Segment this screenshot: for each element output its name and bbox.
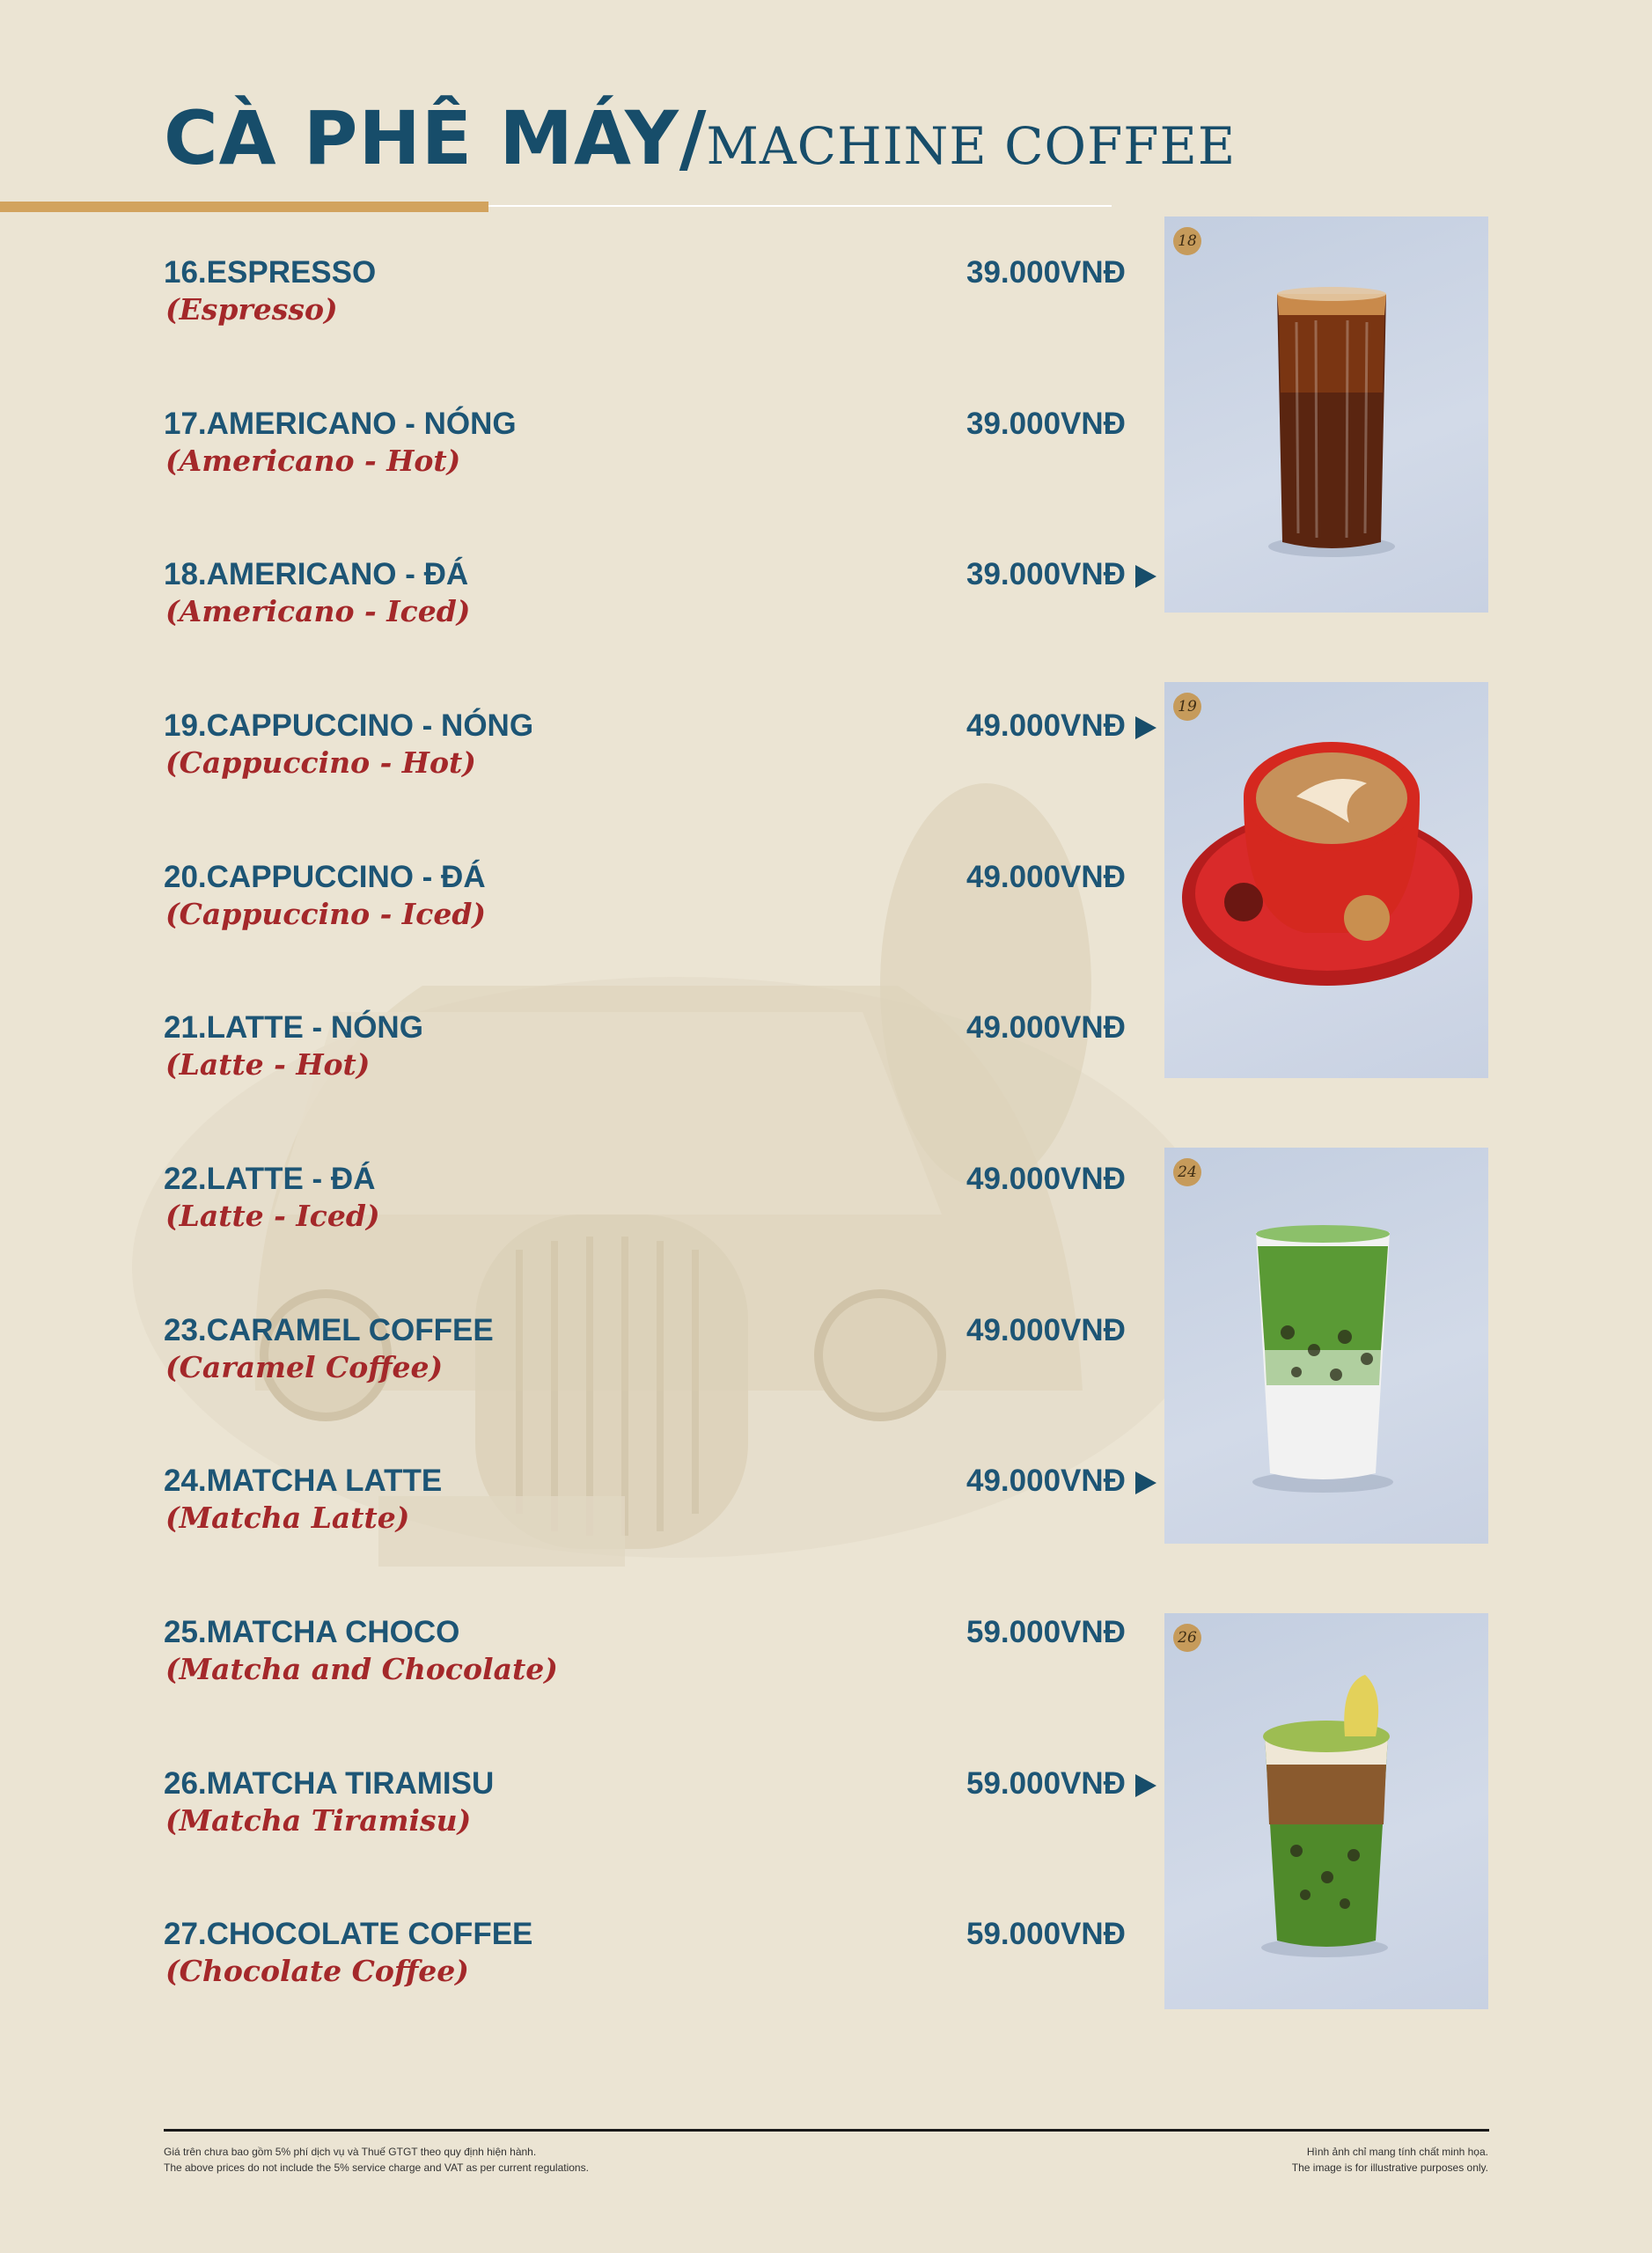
item-name: 23.CARAMEL COFFEE bbox=[164, 1313, 494, 1347]
footer-image-note-en: The image is for illustrative purposes only. bbox=[1291, 2161, 1488, 2174]
item-name: 20.CAPPUCCINO - ĐÁ bbox=[164, 860, 486, 894]
item-english-name: (Cappuccino - Hot) bbox=[165, 745, 476, 780]
item-price: 59.000VNĐ bbox=[966, 1917, 1126, 1951]
item-price: 49.000VNĐ bbox=[966, 860, 1126, 894]
item-name: 19.CAPPUCCINO - NÓNG bbox=[164, 708, 534, 743]
menu-item bbox=[164, 1615, 1158, 1703]
play-arrow-icon bbox=[1135, 1471, 1156, 1494]
cappuccino-cup-icon bbox=[1164, 682, 1488, 1078]
item-price: 49.000VNĐ bbox=[966, 1313, 1126, 1347]
iced-americano-glass-icon bbox=[1164, 216, 1488, 613]
menu-item bbox=[164, 255, 1158, 343]
footer-image-note bbox=[1292, 2144, 1488, 2176]
footer-image-note-vn: Hình ảnh chỉ mang tính chất minh họa. bbox=[1306, 2146, 1488, 2158]
menu-item bbox=[164, 860, 1158, 948]
item-english-name: (Matcha Latte) bbox=[165, 1501, 410, 1535]
item-english-name: (Chocolate Coffee) bbox=[165, 1954, 469, 1988]
page-title bbox=[164, 95, 1236, 181]
footer-price-note bbox=[164, 2144, 589, 2176]
item-english-name: (Matcha and Chocolate) bbox=[165, 1652, 558, 1686]
item-english-name: (Matcha Tiramisu) bbox=[165, 1803, 472, 1838]
item-english-name: (Latte - Iced) bbox=[165, 1199, 380, 1233]
menu-item bbox=[164, 557, 1158, 645]
menu-item bbox=[164, 1162, 1158, 1250]
item-name: 25.MATCHA CHOCO bbox=[164, 1615, 460, 1649]
item-name: 26.MATCHA TIRAMISU bbox=[164, 1766, 495, 1801]
menu-item bbox=[164, 1313, 1158, 1401]
item-price: 39.000VNĐ bbox=[966, 407, 1126, 441]
menu-item bbox=[164, 407, 1158, 495]
item-price: 49.000VNĐ bbox=[966, 708, 1126, 743]
menu-item bbox=[164, 1464, 1158, 1552]
photo-badge: 26 bbox=[1173, 1624, 1201, 1652]
item-price: 39.000VNĐ bbox=[966, 255, 1126, 290]
item-name: 16.ESPRESSO bbox=[164, 255, 377, 290]
item-price: 49.000VNĐ bbox=[966, 1010, 1126, 1045]
item-price: 39.000VNĐ bbox=[966, 557, 1126, 591]
item-english-name: (Cappuccino - Iced) bbox=[165, 897, 487, 931]
menu-item bbox=[164, 1917, 1158, 2005]
item-price: 49.000VNĐ bbox=[966, 1162, 1126, 1196]
footer-note-vn: Giá trên chưa bao gồm 5% phí dịch vụ và Thuế GTGT theo quy định hiện hành. bbox=[164, 2146, 537, 2158]
photo-badge: 24 bbox=[1173, 1158, 1201, 1186]
item-english-name: (Espresso) bbox=[165, 292, 338, 327]
photo-matcha-tiramisu bbox=[1164, 1613, 1488, 2009]
item-name: 18.AMERICANO - ĐÁ bbox=[164, 557, 469, 591]
play-arrow-icon bbox=[1135, 1774, 1156, 1797]
photo-badge: 18 bbox=[1173, 227, 1201, 255]
play-arrow-icon bbox=[1135, 565, 1156, 588]
thin-divider bbox=[488, 205, 1112, 207]
menu-item bbox=[164, 1010, 1158, 1098]
title-slash: / bbox=[679, 95, 707, 181]
gold-divider bbox=[0, 202, 488, 212]
menu-item bbox=[164, 1766, 1158, 1854]
item-price: 59.000VNĐ bbox=[966, 1766, 1126, 1801]
item-english-name: (Americano - Iced) bbox=[165, 594, 471, 628]
item-english-name: (Americano - Hot) bbox=[165, 444, 461, 478]
item-price: 59.000VNĐ bbox=[966, 1615, 1126, 1649]
item-name: 22.LATTE - ĐÁ bbox=[164, 1162, 376, 1196]
photo-cappuccino bbox=[1164, 682, 1488, 1078]
item-name: 24.MATCHA LATTE bbox=[164, 1464, 443, 1498]
item-english-name: (Latte - Hot) bbox=[165, 1047, 371, 1082]
title-english: MACHINE COFFEE bbox=[706, 116, 1237, 176]
play-arrow-icon bbox=[1135, 716, 1156, 739]
photo-matcha-latte bbox=[1164, 1148, 1488, 1544]
photo-badge: 19 bbox=[1173, 693, 1201, 721]
title-vietnamese: CÀ PHÊ MÁY bbox=[164, 95, 679, 181]
item-name: 17.AMERICANO - NÓNG bbox=[164, 407, 517, 441]
item-name: 21.LATTE - NÓNG bbox=[164, 1010, 423, 1045]
matcha-tiramisu-cup-icon bbox=[1164, 1613, 1488, 2009]
matcha-latte-cup-icon bbox=[1164, 1148, 1488, 1544]
item-price: 49.000VNĐ bbox=[966, 1464, 1126, 1498]
item-english-name: (Caramel Coffee) bbox=[165, 1350, 444, 1384]
footer-divider bbox=[164, 2129, 1489, 2132]
menu-item bbox=[164, 708, 1158, 796]
item-name: 27.CHOCOLATE COFFEE bbox=[164, 1917, 533, 1951]
footer-note-en: The above prices do not include the 5% service charge and VAT as per current regulations. bbox=[164, 2161, 589, 2174]
photo-iced-americano bbox=[1164, 216, 1488, 613]
